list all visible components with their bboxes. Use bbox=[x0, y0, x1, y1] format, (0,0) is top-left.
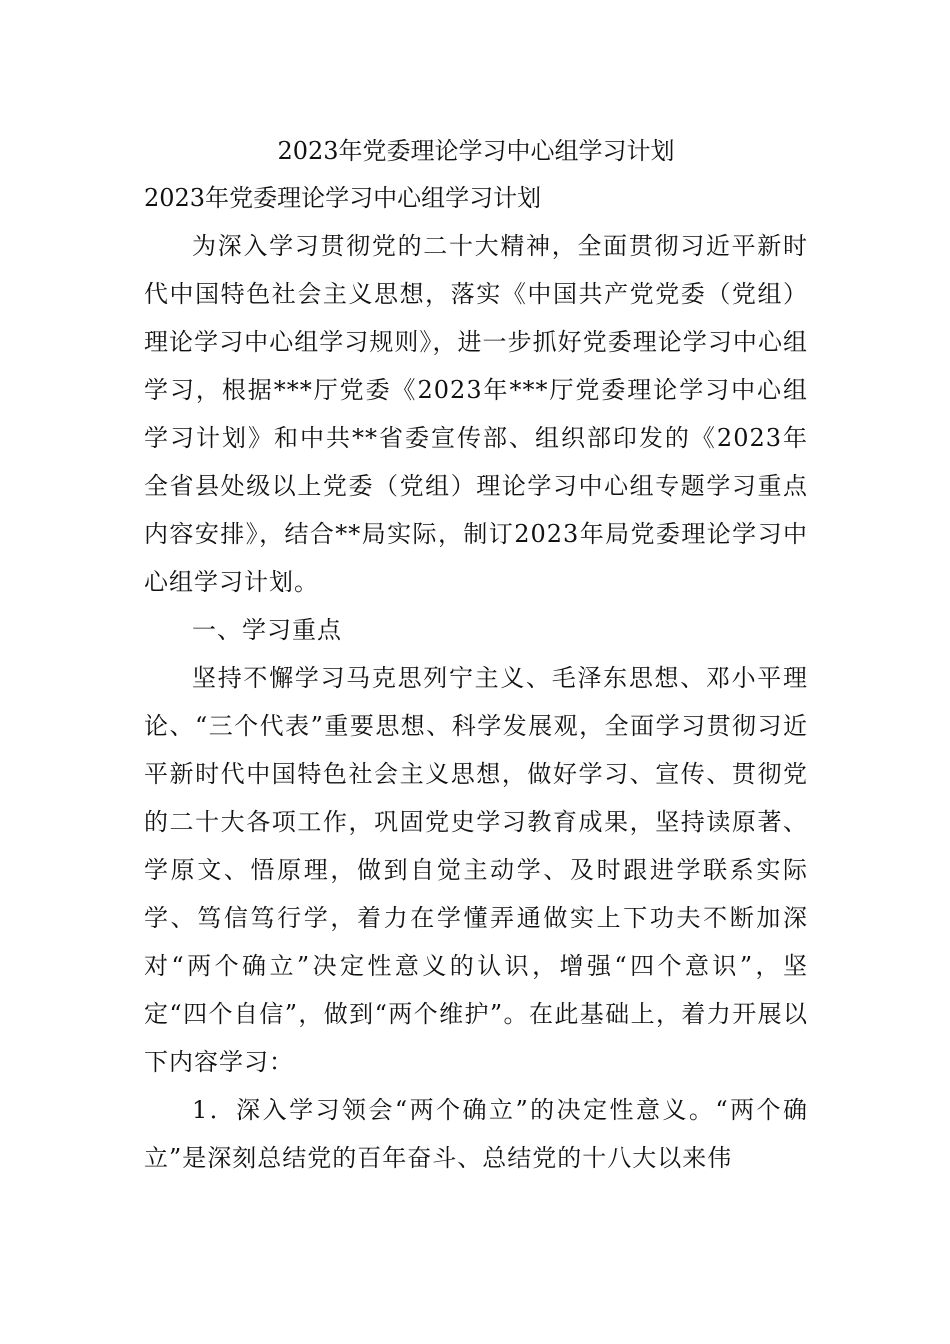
document-body bbox=[144, 128, 808, 1182]
document-title: 2023年党委理论学习中心组学习计划 bbox=[277, 137, 675, 165]
intro-paragraph: 为深入学习贯彻党的二十大精神，全面贯彻习近平新时代中国特色社会主义思想，落实《中国共产党党委（党组）理论学习中心组学习规则》，进一步抓好党委理论学习中心组学习，根据***厅党委《2023年***厅党委理论学习中心组学习计划》和中共**省委宣传部、组织部印发的《2023年全省县处级以上党委（党组）理论学习中心组专题学习重点内容安排》，结合**局实际，制订2023年局党委理论学习中心组学习计划。 bbox=[144, 232, 808, 596]
section-heading-study-focus: 一、学习重点 bbox=[192, 616, 342, 644]
item-1-paragraph: 1．深入学习领会“两个确立”的决定性意义。“两个确立”是深刻总结党的百年奋斗、总结党的十八大以来伟 bbox=[144, 1096, 808, 1172]
study-focus-paragraph: 坚持不懈学习马克思列宁主义、毛泽东思想、邓小平理论、“三个代表”重要思想、科学发展观，全面学习贯彻习近平新时代中国特色社会主义思想，做好学习、宣传、贯彻党的二十大各项工作，巩固党史学习教育成果，坚持读原著、学原文、悟原理，做到自觉主动学、及时跟进学联系实际学、笃信笃行学，着力在学懂弄通做实上下功夫不断加深对“两个确立”决定性意义的认识，增强“四个意识”，坚定“四个自信”，做到“两个维护”。在此基础上，着力开展以下内容学习： bbox=[144, 664, 808, 1076]
document-subtitle: 2023年党委理论学习中心组学习计划 bbox=[144, 184, 542, 212]
